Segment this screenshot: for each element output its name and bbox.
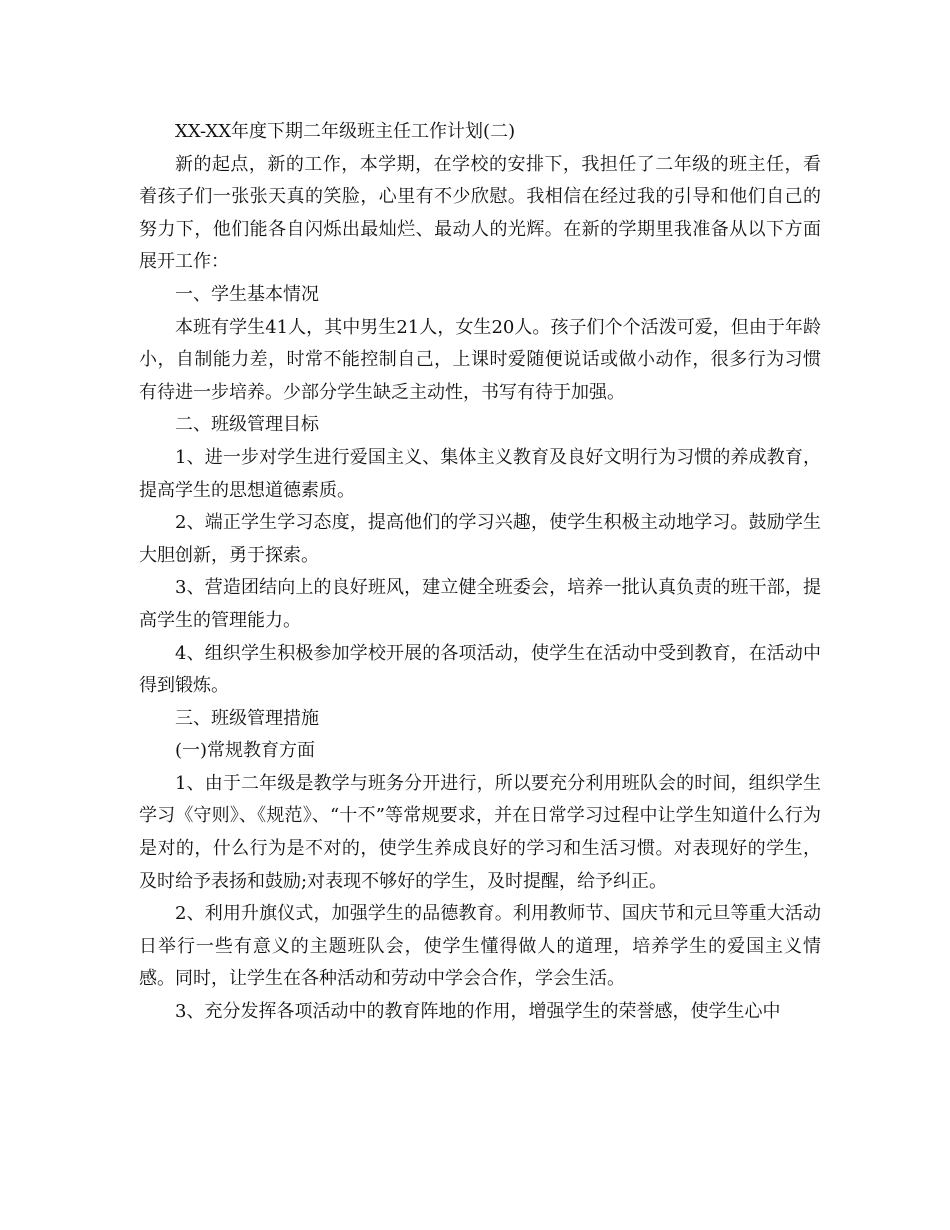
- section-heading-management-goals: 二、班级管理目标: [175, 414, 319, 436]
- section-heading-management-measures: 三、班级管理措施: [175, 707, 319, 729]
- paragraph-goal-4: 4、组织学生积极参加学校开展的各项活动，使学生在活动中受到教育，在活动中得到锻炼。: [139, 642, 821, 697]
- paragraph-goal-2: 2、端正学生学习态度，提高他们的学习兴趣，使学生积极主动地学习。鼓励学生大胆创新，勇于探索。: [139, 512, 821, 566]
- document-page: [139, 116, 821, 1029]
- paragraph-student-situation: 本班有学生41人，其中男生21人，女生20人。孩子们个个活泼可爱，但由于年龄小，自制能力差，时常不能控制自己，上课时爱随便说话或做小动作，很多行为习惯有待进一步培养。少部分学生缺乏主动性，书写有待于加强。: [139, 316, 821, 403]
- paragraph-measure-1: 1、由于二年级是教学与班务分开进行，所以要充分利用班队会的时间，组织学生学习《守则》、《规范》、“十不”等常规要求，并在日常学习过程中让学生知道什么行为是对的，什么行为是不对的，使学生养成良好的学习和生活习惯。对表现好的学生，及时给予表扬和鼓励;对表现不够好的学生，及时提醒，给予纠正。: [139, 772, 821, 892]
- paragraph-measure-3: 3、充分发挥各项活动中的教育阵地的作用，增强学生的荣誉感，使学生心中: [175, 1001, 781, 1023]
- paragraph-measure-2: 2、利用升旗仪式，加强学生的品德教育。利用教师节、国庆节和元旦等重大活动日举行一些有意义的主题班队会，使学生懂得做人的道理，培养学生的爱国主义情感。同时，让学生在各种活动和劳动中学会合作，学会生活。: [139, 903, 821, 990]
- subsection-heading-routine-education: (一)常规教育方面: [175, 740, 316, 762]
- document-title: XX-XX年度下期二年级班主任工作计划(二): [175, 121, 516, 142]
- section-heading-student-situation: 一、学生基本情况: [175, 283, 319, 305]
- paragraph-intro: 新的起点，新的工作，本学期，在学校的安排下，我担任了二年级的班主任，看着孩子们一张张天真的笑脸，心里有不少欣慰。我相信在经过我的引导和他们自己的努力下，他们能各自闪烁出最灿烂、最动人的光辉。在新的学期里我准备从以下方面展开工作：: [139, 153, 821, 273]
- paragraph-goal-3: 3、营造团结向上的良好班风，建立健全班委会，培养一批认真负责的班干部，提高学生的管理能力。: [139, 577, 821, 631]
- paragraph-goal-1: 1、进一步对学生进行爱国主义、集体主义教育及良好文明行为习惯的养成教育，提高学生的思想道德素质。: [139, 446, 821, 501]
